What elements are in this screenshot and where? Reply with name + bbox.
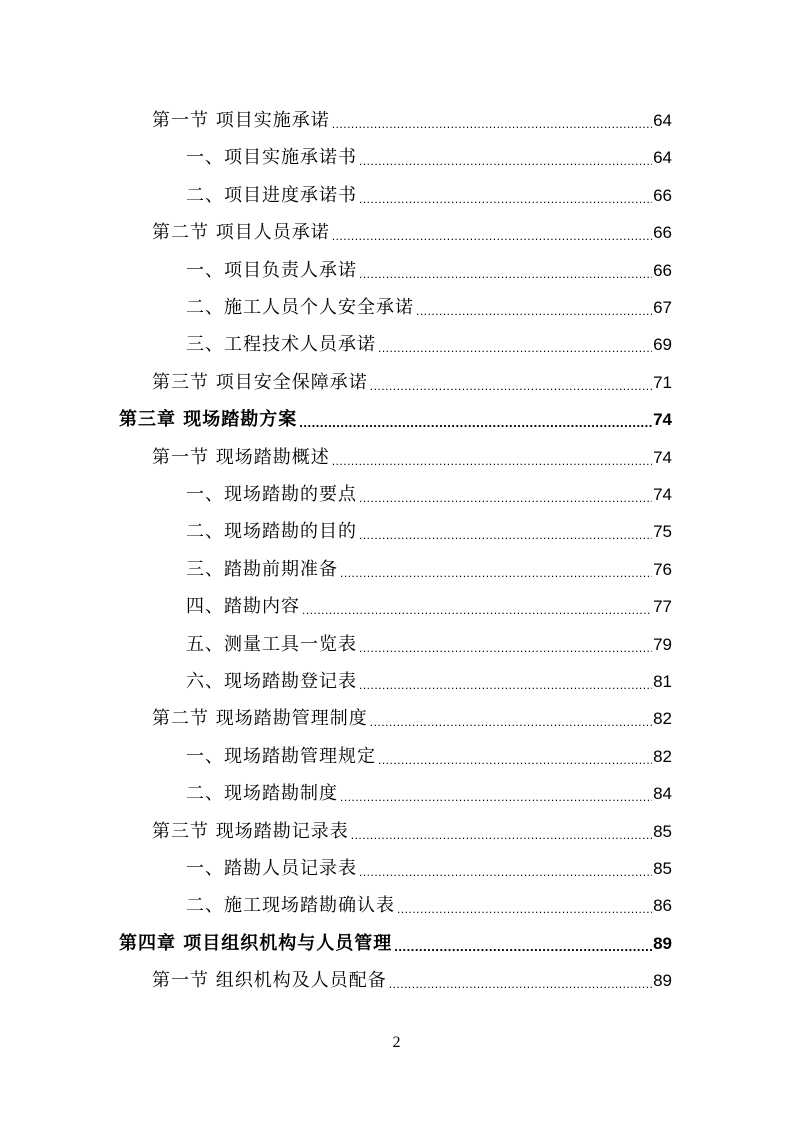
toc-entry-label: 二、现场踏勘制度 (186, 783, 338, 805)
toc-entry[interactable] (186, 553, 672, 581)
toc-entry-page: 81 (653, 672, 672, 691)
toc-entry-page: 89 (653, 971, 672, 991)
dot-leader (340, 783, 652, 805)
dot-leader (359, 858, 652, 880)
toc-entry-page: 84 (653, 784, 672, 804)
toc-entry-label: 第四章 项目组织机构与人员管理 (119, 932, 393, 954)
toc-entry-label: 四、踏勘内容 (186, 596, 300, 618)
toc-entry[interactable] (152, 366, 672, 394)
dot-leader (378, 746, 652, 768)
toc-entry[interactable] (186, 852, 672, 880)
toc-entry[interactable] (186, 179, 672, 207)
toc-entry-label: 第一节 项目实施承诺 (152, 110, 330, 131)
toc-entry-page: 71 (653, 372, 672, 392)
dot-leader (416, 297, 652, 319)
toc-entry-label: 一、项目负责人承诺 (186, 259, 357, 281)
dot-leader (389, 970, 652, 992)
toc-entry-label: 第三章 现场踏勘方案 (119, 409, 298, 431)
toc-entry[interactable] (186, 328, 672, 356)
toc-entry[interactable] (186, 777, 672, 805)
toc-entry[interactable] (186, 740, 672, 768)
dot-leader (397, 895, 652, 917)
toc-entry-label: 第二节 项目人员承诺 (152, 222, 330, 244)
dot-leader (378, 334, 652, 356)
dot-leader (340, 559, 652, 581)
dot-leader (332, 222, 652, 244)
toc-entry-page: 64 (653, 148, 672, 168)
toc-entry-page: 76 (653, 559, 672, 579)
toc-entry[interactable] (152, 815, 672, 843)
toc-entry-page: 74 (653, 410, 672, 430)
toc-entry[interactable] (119, 403, 672, 431)
toc-entry-page: 66 (653, 185, 672, 205)
dot-leader (299, 409, 652, 431)
toc-entry-label: 第二节 现场踏勘管理制度 (152, 708, 368, 730)
toc-entry-page: 74 (653, 447, 672, 467)
dot-leader (359, 484, 652, 506)
toc-entry[interactable] (186, 141, 672, 169)
toc-entry-label: 第一节 现场踏勘概述 (152, 446, 330, 468)
toc-entry-label: 二、施工现场踏勘确认表 (186, 895, 395, 917)
page-number: 2 (392, 1034, 401, 1051)
toc-entry-label: 第一节 组织机构及人员配备 (152, 970, 387, 992)
toc-entry[interactable] (152, 104, 672, 132)
dot-leader (359, 185, 652, 207)
toc-entry-label: 六、现场踏勘登记表 (186, 671, 357, 692)
dot-leader (359, 260, 652, 282)
toc-entry-page: 82 (653, 746, 672, 766)
toc-entry[interactable] (186, 254, 672, 282)
toc-entry[interactable] (152, 702, 672, 730)
dot-leader (332, 110, 652, 132)
toc-entry-page: 75 (653, 522, 672, 542)
toc-entry-page: 67 (653, 298, 672, 317)
toc-entry[interactable] (186, 515, 672, 543)
toc-entry[interactable] (119, 927, 672, 955)
toc-entry-page: 82 (653, 709, 672, 729)
toc-entry-page: 85 (653, 859, 672, 878)
toc-entry[interactable] (186, 889, 672, 917)
toc-entry[interactable] (152, 964, 672, 992)
toc-entry-page: 64 (653, 111, 672, 130)
toc-entry-label: 二、现场踏勘的目的 (186, 521, 357, 543)
toc-entry-label: 第三节 项目安全保障承诺 (152, 371, 368, 393)
toc-entry-page: 89 (653, 933, 672, 953)
dot-leader (332, 447, 652, 469)
dot-leader (359, 147, 652, 169)
toc-entry-label: 二、项目进度承诺书 (186, 184, 357, 206)
toc-entry[interactable] (186, 291, 672, 319)
dot-leader (359, 671, 652, 693)
dot-leader (359, 634, 652, 656)
toc-entry-label: 一、踏勘人员记录表 (186, 858, 357, 879)
toc-entry[interactable] (186, 628, 672, 656)
toc-entry-page: 69 (653, 335, 672, 355)
toc-entry[interactable] (186, 478, 672, 506)
toc-entry[interactable] (186, 665, 672, 693)
dot-leader (351, 821, 652, 843)
toc-entry-label: 三、踏勘前期准备 (186, 558, 338, 580)
toc-entry-label: 一、项目实施承诺书 (186, 147, 357, 169)
dot-leader (394, 933, 652, 955)
toc-entry[interactable] (152, 441, 672, 469)
toc-entry[interactable] (186, 590, 672, 618)
toc-entry[interactable] (152, 216, 672, 244)
toc-entry-page: 85 (653, 821, 672, 841)
toc-entry-page: 66 (653, 223, 672, 243)
toc-entry-page: 79 (653, 634, 672, 654)
dot-leader (370, 372, 652, 394)
toc-entry-page: 66 (653, 260, 672, 280)
toc-entry-label: 一、现场踏勘的要点 (186, 484, 357, 505)
toc-entry-label: 五、测量工具一览表 (186, 633, 357, 655)
dot-leader (359, 521, 652, 543)
toc-entry-page: 74 (653, 485, 672, 504)
toc-entry-label: 三、工程技术人员承诺 (186, 334, 376, 356)
toc-entry-label: 第三节 现场踏勘记录表 (152, 820, 349, 842)
toc-entry-page: 77 (653, 597, 672, 617)
dot-leader (370, 708, 652, 730)
toc-entry-label: 一、现场踏勘管理规定 (186, 745, 376, 767)
dot-leader (302, 596, 652, 618)
toc-entry-label: 二、施工人员个人安全承诺 (186, 297, 414, 318)
toc-entry-page: 86 (653, 896, 672, 916)
